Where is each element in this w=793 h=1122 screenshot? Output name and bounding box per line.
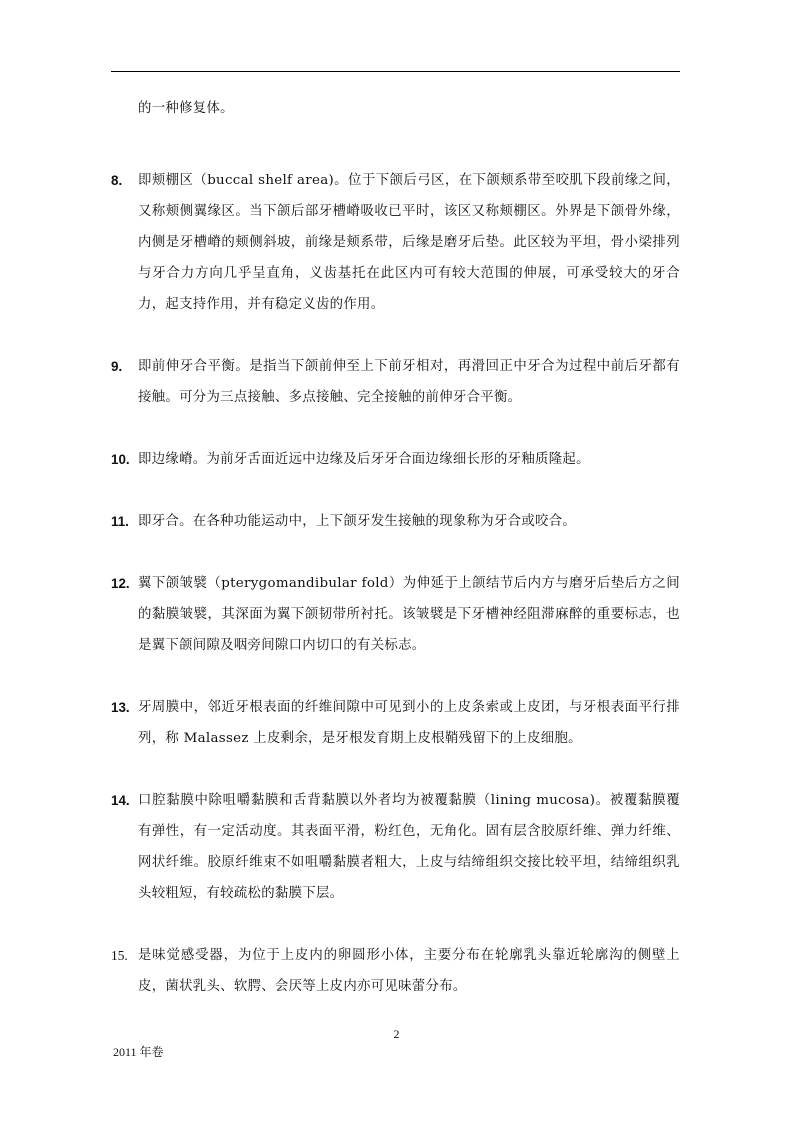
entry-text: 即边缘嵴。为前牙舌面近远中边缘及后牙牙合面边缘细长形的牙釉质隆起。 <box>138 452 590 467</box>
entry-number: 9. <box>111 359 123 374</box>
entry-text: 即牙合。在各种功能运动中，上下颌牙发生接触的现象称为牙合或咬合。 <box>138 514 577 529</box>
entry-number: 15. <box>111 948 128 963</box>
answer-entry-12 <box>111 568 680 661</box>
entry-number: 10. <box>111 452 130 467</box>
entry-number: 12. <box>111 576 130 591</box>
answer-entry-9 <box>111 351 680 413</box>
entry-text: 口腔黏膜中除咀嚼黏膜和舌背黏膜以外者均为被覆黏膜（lining mucosa)。被覆黏膜覆有弹性，有一定活动度。其表面平滑，粉红色，无角化。固有层含胶原纤维、弹力纤维、网状纤维。胶原纤维束不如咀嚼黏膜者粗大，上皮与结缔组织交接比较平坦，结缔组织乳头较粗短，有较疏松的黏膜下层。 <box>138 793 680 901</box>
answer-entry-14 <box>111 785 680 909</box>
footer-label: 2011 年卷 <box>113 1045 164 1059</box>
answer-entry-11 <box>111 506 680 537</box>
entry-number: 11. <box>111 514 129 529</box>
entry-text: 即颊棚区（buccal shelf area)。位于下颌后弓区，在下颌颊系带至咬肌下段前缘之间，又称颊侧翼缘区。当下颌后部牙槽嵴吸收已平时，该区又称颊棚区。外界是下颌骨外缘，内侧是牙槽嵴的颊侧斜坡，前缘是颊系带，后缘是磨牙后垫。此区较为平坦，骨小梁排列与牙合力方向几乎呈直角，义齿基托在此区内可有较大范围的伸展，可承受较大的牙合力，起支持作用，并有稳定义齿的作用。 <box>138 173 680 312</box>
entry-text: 牙周膜中，邻近牙根表面的纤维间隙中可见到小的上皮条索或上皮团，与牙根表面平行排列，称 Malassez 上皮剩余，是牙根发育期上皮根鞘残留下的上皮细胞。 <box>138 700 680 746</box>
answer-entry-10 <box>111 444 680 475</box>
page-body <box>111 93 680 1002</box>
entry-text: 即前伸牙合平衡。是指当下颌前伸至上下前牙相对，再滑回正中牙合为过程中前后牙都有接触。可分为三点接触、多点接触、完全接触的前伸牙合平衡。 <box>138 359 680 405</box>
header-rule <box>111 71 680 72</box>
entry-number: 8. <box>111 173 123 188</box>
entry-number: 13. <box>111 700 130 715</box>
answer-entry-15 <box>111 940 680 1002</box>
continuation-text: 的一种修复体。 <box>138 101 234 116</box>
entry-text: 是味觉感受器，为位于上皮内的卵圆形小体，主要分布在轮廓乳头靠近轮廓沟的侧壁上皮，菌状乳头、软腭、会厌等上皮内亦可见味蕾分布。 <box>138 948 680 994</box>
entry-number: 14. <box>111 793 130 808</box>
answer-entry-8 <box>111 165 680 320</box>
page-number: 2 <box>393 1027 400 1041</box>
entry-text: 翼下颌皱襞（pterygomandibular fold）为伸延于上颌结节后内方与磨牙后垫后方之间的黏膜皱襞，其深面为翼下颌韧带所衬托。该皱襞是下牙槽神经阻滞麻醉的重要标志，也是翼下颌间隙及咽旁间隙口内切口的有关标志。 <box>138 576 680 653</box>
answer-entry-13 <box>111 692 680 754</box>
